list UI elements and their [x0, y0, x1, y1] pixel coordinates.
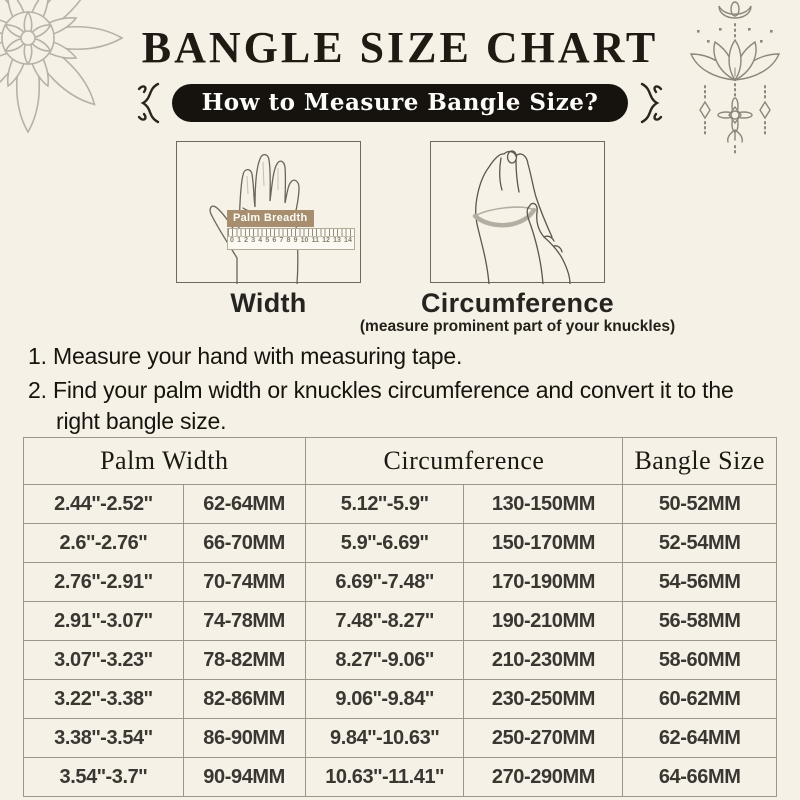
- table-cell: 3.07''-3.23'': [24, 641, 184, 680]
- table-cell: 170-190MM: [464, 563, 623, 602]
- table-cell: 62-64MM: [183, 485, 305, 524]
- table-header-row: [24, 438, 777, 485]
- table-cell: 130-150MM: [464, 485, 623, 524]
- ruler-number: 1: [237, 237, 241, 244]
- table-cell: 74-78MM: [183, 602, 305, 641]
- table-cell: 5.9''-6.69'': [305, 524, 464, 563]
- ruler-numbers: [228, 237, 354, 244]
- table-cell: 150-170MM: [464, 524, 623, 563]
- width-illustration: [176, 141, 361, 283]
- table-cell: 86-90MM: [183, 719, 305, 758]
- table-cell: 50-52MM: [623, 485, 777, 524]
- width-caption: Width: [230, 288, 307, 318]
- table-cell: 64-66MM: [623, 758, 777, 797]
- instruction-text: Measure your hand with measuring tape.: [53, 343, 463, 369]
- table-cell: 3.22''-3.38'': [24, 680, 184, 719]
- banner-pill: How to Measure Bangle Size?: [172, 84, 629, 122]
- table-cell: 70-74MM: [183, 563, 305, 602]
- table-row: [24, 602, 777, 641]
- table-cell: 78-82MM: [183, 641, 305, 680]
- banner-row: [0, 83, 800, 123]
- ruler-ticks: [228, 229, 354, 237]
- flourish-right-icon: [638, 81, 664, 125]
- page-title: BANGLE SIZE CHART: [141, 23, 659, 72]
- ruler-number: 4: [258, 237, 263, 244]
- ruler: [227, 228, 355, 250]
- instruction-number: 1.: [28, 343, 47, 369]
- table-row: [24, 641, 777, 680]
- table-cell: 6.69''-7.48'': [305, 563, 464, 602]
- table-cell: 190-210MM: [464, 602, 623, 641]
- table-cell: 2.76''-2.91'': [24, 563, 184, 602]
- circumference-note: (measure prominent part of your knuckles): [359, 318, 676, 335]
- circumference-caption: Circumference: [421, 288, 614, 318]
- flourish-left-icon: [136, 81, 162, 125]
- instruction-step-1: [28, 341, 773, 372]
- ruler-number: 13: [333, 237, 341, 244]
- ruler-number: 6: [272, 237, 277, 244]
- bangle-size-table: [23, 437, 777, 797]
- ruler-number: 12: [322, 237, 330, 244]
- table-cell: 90-94MM: [183, 758, 305, 797]
- ruler-number: 10: [300, 237, 309, 244]
- ruler-number: 5: [265, 237, 270, 244]
- table-cell: 3.38''-3.54'': [24, 719, 184, 758]
- table-cell: 9.06''-9.84'': [305, 680, 464, 719]
- ruler-number: 11: [311, 237, 319, 244]
- instructions: [28, 341, 773, 440]
- table-cell: 52-54MM: [623, 524, 777, 563]
- table-row: [24, 680, 777, 719]
- table-cell: 3.54''-3.7'': [24, 758, 184, 797]
- table-cell: 2.91''-3.07'': [24, 602, 184, 641]
- palm-breadth-label: Palm Breadth: [227, 210, 314, 227]
- ruler-number: 2: [244, 237, 249, 244]
- table-row: [24, 719, 777, 758]
- table-cell: 60-62MM: [623, 680, 777, 719]
- table-cell: 8.27''-9.06'': [305, 641, 464, 680]
- instruction-text: Find your palm width or knuckles circumference and convert it to the right bangle size.: [53, 377, 734, 434]
- table-cell: 62-64MM: [623, 719, 777, 758]
- table-cell: 58-60MM: [623, 641, 777, 680]
- instruction-step-2: [28, 375, 773, 437]
- instruction-number: 2.: [28, 377, 47, 403]
- table-cell: 66-70MM: [183, 524, 305, 563]
- table-cell: 230-250MM: [464, 680, 623, 719]
- table-cell: 210-230MM: [464, 641, 623, 680]
- ruler-number: 7: [279, 237, 284, 244]
- circumference-illustration: [430, 141, 605, 283]
- ruler-number: 14: [344, 237, 352, 244]
- table-cell: 270-290MM: [464, 758, 623, 797]
- table-cell: 54-56MM: [623, 563, 777, 602]
- table-cell: 2.6''-2.76'': [24, 524, 184, 563]
- table-cell: 7.48''-8.27'': [305, 602, 464, 641]
- table-cell: 56-58MM: [623, 602, 777, 641]
- table-cell: 5.12''-5.9'': [305, 485, 464, 524]
- table-cell: 2.44''-2.52'': [24, 485, 184, 524]
- ruler-number: 9: [293, 237, 298, 244]
- header-palm-width: Palm Width: [24, 438, 306, 485]
- ruler-number: 3: [251, 237, 256, 244]
- header-circumference: Circumference: [305, 438, 623, 485]
- header-bangle-size: Bangle Size: [623, 438, 777, 485]
- ruler-number: 0: [230, 237, 234, 244]
- hand-with-tape-icon: [431, 142, 606, 284]
- table-cell: 10.63''-11.41'': [305, 758, 464, 797]
- table-cell: 250-270MM: [464, 719, 623, 758]
- table-row: [24, 485, 777, 524]
- ruler-number: 8: [286, 237, 291, 244]
- table-cell: 9.84''-10.63'': [305, 719, 464, 758]
- table-row: [24, 758, 777, 797]
- table-row: [24, 563, 777, 602]
- table-cell: 82-86MM: [183, 680, 305, 719]
- table-row: [24, 524, 777, 563]
